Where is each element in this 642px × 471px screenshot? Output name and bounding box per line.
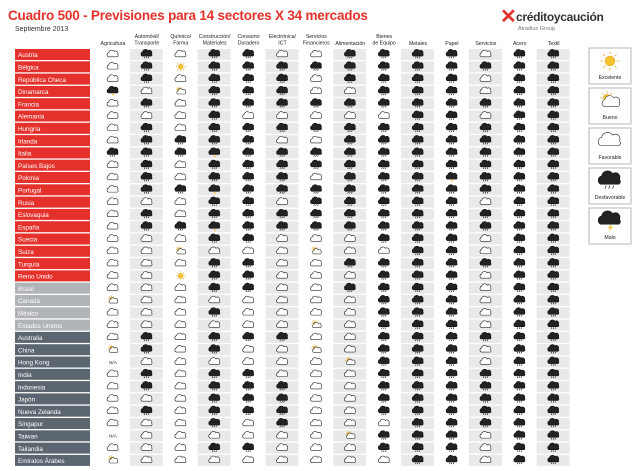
market-label: Turquía xyxy=(18,261,40,269)
sector-header: Agricultura xyxy=(100,41,126,47)
rating-na: N/A xyxy=(109,433,117,439)
sector-header: Químico/ Farma xyxy=(170,34,192,47)
market-label: China xyxy=(18,347,35,355)
market-label: Irlanda xyxy=(18,138,38,146)
market-label: Países Bajos xyxy=(18,162,55,170)
market-label: Rusia xyxy=(18,199,35,207)
sector-header: Consumo Duradero xyxy=(237,34,260,47)
market-label: Italia xyxy=(18,150,32,158)
market-label: Suiza xyxy=(18,249,34,256)
legend-label: Favorable xyxy=(598,155,622,161)
market-label: Polonia xyxy=(18,175,40,183)
sector-header: Textil xyxy=(547,41,560,47)
legend-label: Malo xyxy=(604,235,616,241)
market-label: Portugal xyxy=(18,187,42,195)
market-label: India xyxy=(18,372,32,379)
rating-na: N/A xyxy=(109,359,117,365)
chart-subtitle: Septiembre 2013 xyxy=(15,26,69,33)
market-label: Hong Kong xyxy=(18,359,50,367)
sector-header: Electrónica/ ICT xyxy=(268,34,297,47)
logo-subtitle: Atradius Group xyxy=(518,26,555,32)
sector-header: Metales xyxy=(408,41,428,47)
legend-label: Excelente xyxy=(598,75,622,81)
market-label: Australia xyxy=(18,335,43,343)
market-label: México xyxy=(18,310,38,318)
market-label: Alemania xyxy=(18,113,45,121)
market-label: República Checa xyxy=(18,76,66,84)
market-label: Emiratos Árabes xyxy=(18,458,65,466)
market-label: Brasil xyxy=(18,285,34,293)
market-label: Hungría xyxy=(18,126,41,133)
legend-label: Bueno xyxy=(602,115,618,121)
market-label: Taiwan xyxy=(18,433,38,441)
market-label: Nueva Zelanda xyxy=(18,408,61,416)
market-label: Canadá xyxy=(18,298,41,306)
sector-header: Acero xyxy=(512,41,527,47)
legend-label: Desfavorable xyxy=(594,195,626,201)
market-label: Tailandia xyxy=(18,445,43,453)
market-label: Austria xyxy=(18,52,38,60)
market-label: Japón xyxy=(18,396,36,404)
sector-header: Alimentación xyxy=(335,41,366,47)
sector-header: Servicios xyxy=(475,41,497,47)
market-label: Suecia xyxy=(18,236,38,244)
sector-header: Automóvil/ Transporte xyxy=(134,34,160,47)
sector-header: Bienes de Equipo xyxy=(372,34,396,47)
market-label: Reino Unido xyxy=(18,273,53,281)
logo-x-icon: ✕ xyxy=(500,6,517,28)
market-label: Eslovaquia xyxy=(18,212,49,220)
market-label: Dinamarca xyxy=(18,89,49,97)
market-label: España xyxy=(18,224,40,232)
logo-name: créditoycaución xyxy=(516,10,604,24)
chart-title: Cuadro 500 - Previsiones para 14 sectores X 34 mercados xyxy=(8,8,368,23)
market-label: Indonesia xyxy=(18,384,46,392)
sector-header: Construcción/ Materiales xyxy=(198,34,231,47)
market-label: Estados Unidos xyxy=(18,322,63,330)
sector-header: Servicios Financieros xyxy=(302,34,330,47)
market-label: Francia xyxy=(18,101,39,109)
market-label: Singapur xyxy=(18,421,44,429)
market-label: Bélgica xyxy=(18,64,39,72)
sector-header: Papel xyxy=(445,41,459,47)
